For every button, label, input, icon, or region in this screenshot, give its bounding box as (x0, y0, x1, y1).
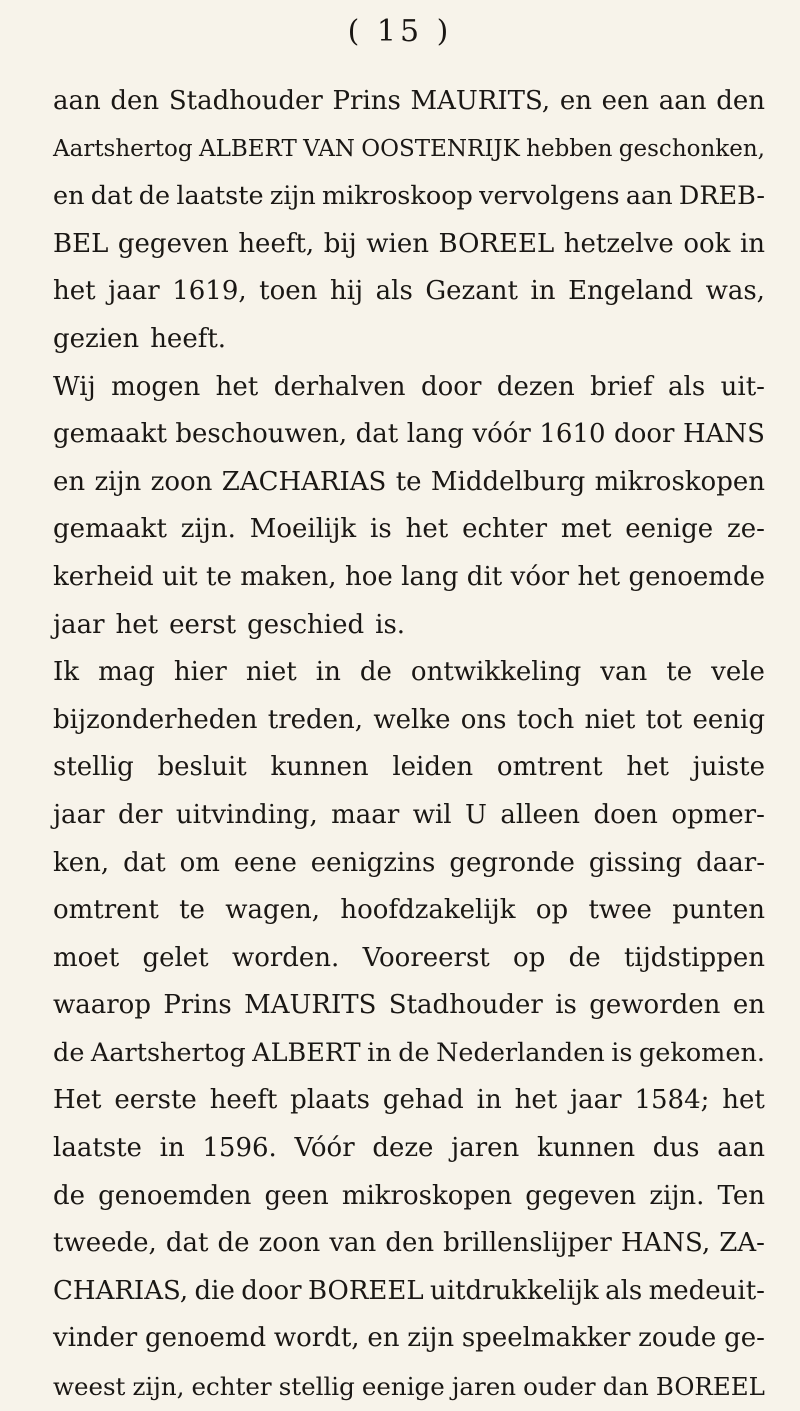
word: ook (683, 228, 731, 259)
word: te (179, 895, 205, 926)
word: waarop (53, 990, 151, 1021)
word: ons (460, 704, 507, 735)
word: de (398, 1037, 430, 1068)
word: te (395, 466, 422, 497)
word: zijn (269, 181, 316, 212)
word: te (206, 561, 232, 592)
word: is (611, 1037, 633, 1068)
text-line (53, 364, 765, 412)
word: geschonken, (618, 135, 765, 162)
text-line (53, 935, 765, 983)
word: 1619, (172, 276, 247, 307)
word: stellig (278, 1372, 355, 1402)
word: laatste (53, 1133, 142, 1164)
word: Vooreerst (362, 942, 490, 973)
word: mogen (111, 371, 201, 402)
word: als (375, 276, 413, 307)
text-line (53, 1315, 765, 1363)
text-line (53, 697, 765, 745)
word: Ik (53, 657, 80, 688)
word: op (535, 895, 569, 926)
word: om (179, 847, 220, 878)
word: zoon (150, 466, 213, 497)
word: MAURITS (244, 990, 377, 1021)
text-line (53, 554, 765, 602)
word: tweede, (53, 1228, 157, 1259)
word: als (605, 1275, 643, 1306)
text-line (53, 268, 765, 316)
text-line (53, 649, 765, 697)
word: Gezant (425, 276, 518, 307)
word: uitdrukkelijk (430, 1275, 599, 1306)
word: hier (173, 657, 227, 688)
word: zijn (94, 466, 142, 497)
word: maar (331, 799, 400, 830)
word: dezen (496, 371, 575, 402)
text-line (53, 1030, 765, 1078)
word: laatste (176, 181, 264, 212)
word: ontwikkeling (410, 657, 582, 688)
text-line (53, 1173, 765, 1221)
word: zijn. (180, 514, 236, 545)
word: gegeven (525, 1180, 637, 1211)
word: uit (162, 561, 198, 592)
word: in (367, 1037, 392, 1068)
word: het (626, 752, 669, 783)
word: Aartshertog (90, 1037, 246, 1068)
word: echter (191, 1372, 272, 1402)
word: OOSTENRIJK (361, 135, 520, 162)
word: het (115, 609, 159, 640)
word: besluit (157, 752, 247, 783)
word: Prins (332, 86, 401, 116)
word: het (514, 1085, 558, 1116)
text-line (53, 840, 765, 888)
word: DREB- (678, 181, 765, 212)
word: Nederlanden (436, 1037, 605, 1068)
word: ZACHARIAS (221, 466, 387, 497)
word: eenig (692, 704, 765, 735)
word: gelet (142, 942, 209, 973)
word: jaar (53, 609, 105, 640)
text-line (53, 1077, 765, 1125)
word: maken, (240, 561, 337, 592)
word: het (215, 371, 259, 402)
word: medeuit- (648, 1275, 765, 1306)
word: doen (593, 799, 658, 830)
word: welke (373, 704, 451, 735)
word: vóór (472, 419, 531, 450)
text-line (53, 982, 765, 1030)
text-line (53, 221, 765, 269)
word: twee (588, 895, 652, 926)
word: in (530, 276, 556, 307)
word: Prins (163, 990, 232, 1021)
word: tijdstippen (623, 942, 765, 973)
word: en (559, 86, 592, 116)
word: gemaakt (53, 514, 167, 545)
word: beschouwen, (175, 419, 348, 450)
word: gegeven (117, 228, 229, 259)
word: worden. (231, 942, 340, 973)
word: mikroskopen (594, 466, 765, 497)
word: uit- (720, 371, 765, 402)
word: hetzelve (563, 228, 674, 259)
word: jaar (570, 1085, 622, 1116)
word: alleen (500, 799, 581, 830)
word: punten (672, 895, 765, 926)
text-line (53, 1363, 765, 1411)
word: vele (711, 657, 765, 688)
word: en (53, 466, 86, 497)
word: aan (53, 86, 101, 116)
word: geworden (589, 990, 721, 1021)
word: is. (375, 609, 406, 640)
word: lang (406, 419, 464, 450)
word: toen (259, 276, 318, 307)
word: gissing (588, 847, 683, 878)
word: BOREEL (307, 1275, 424, 1306)
word: door (614, 419, 675, 450)
word: Engeland (568, 276, 694, 307)
word: tot (645, 704, 683, 735)
word: geen (264, 1180, 329, 1211)
word: BEL (53, 228, 109, 259)
word: juiste (692, 752, 765, 783)
word: den (716, 86, 765, 116)
word: dan (602, 1372, 649, 1402)
word: Stadhouder (388, 990, 543, 1021)
word: genoemde (628, 561, 765, 592)
word: der (117, 799, 163, 830)
text-line (53, 78, 765, 126)
word: Aartshertog (53, 135, 193, 162)
text-line (53, 506, 765, 554)
word: zijn. (649, 1180, 705, 1211)
word: brief (590, 371, 653, 402)
word: de (53, 1037, 85, 1068)
word: Moeilijk (249, 514, 357, 545)
word: lang (401, 561, 459, 592)
word: hij (329, 276, 364, 307)
word: mikroskopen (341, 1180, 513, 1211)
word: ze- (727, 514, 765, 545)
word: eenige (625, 514, 714, 545)
word: speelmakker (461, 1323, 631, 1354)
word: eerst (169, 609, 237, 640)
word: toch (516, 704, 575, 735)
word: is (370, 514, 392, 545)
text-line (53, 887, 765, 935)
word: het (53, 276, 96, 307)
word: jaren (451, 1372, 517, 1402)
word: zijn (407, 1323, 455, 1354)
text-line (53, 602, 765, 650)
word: bij (323, 228, 357, 259)
text-line (53, 411, 765, 459)
word: jaren (451, 1133, 520, 1164)
word: gekomen. (638, 1037, 765, 1068)
word: Wij (53, 371, 96, 402)
word: dat (355, 419, 399, 450)
word: ALBERT (252, 1037, 361, 1068)
word: vervolgens (479, 181, 620, 212)
word: heeft. (150, 323, 227, 354)
word: de (53, 1180, 86, 1211)
word: als (668, 371, 706, 402)
word: hoofdzakelijk (340, 895, 516, 926)
word: de (138, 181, 171, 212)
word: derhalven (273, 371, 406, 402)
word: en (53, 181, 85, 212)
word: de (359, 657, 392, 688)
word: jaar (108, 276, 160, 307)
word: MAURITS, (410, 86, 551, 116)
word: 1610 (539, 419, 606, 450)
word: Middelburg (430, 466, 586, 497)
word: 1584; (634, 1085, 710, 1116)
word: van (329, 1228, 377, 1259)
word: gehad (382, 1085, 464, 1116)
word: is (555, 990, 577, 1021)
text-line (53, 173, 765, 221)
word: de (217, 1228, 250, 1259)
word: 1596. (202, 1133, 277, 1164)
word: eenigzins (310, 847, 436, 878)
word: gezien (53, 323, 140, 354)
word: U (465, 799, 487, 830)
text-line (53, 1220, 765, 1268)
word: gemaakt (53, 419, 167, 450)
word: door (241, 1275, 302, 1306)
word: wien (366, 228, 429, 259)
word: opmer- (671, 799, 765, 830)
word: ken, (53, 847, 110, 878)
word: door (421, 371, 482, 402)
text-line (53, 316, 765, 364)
word: en (367, 1323, 400, 1354)
word: niet (245, 657, 297, 688)
word: vinder (53, 1323, 138, 1354)
word: eenige (361, 1372, 445, 1402)
word: eene (233, 847, 297, 878)
word: in (476, 1085, 502, 1116)
word: mikroskoop (321, 181, 473, 212)
word: van (600, 657, 648, 688)
word: hoe (344, 561, 393, 592)
word: brillenslijper (443, 1228, 612, 1259)
word: genoemden (98, 1180, 252, 1211)
word: HANS, (620, 1228, 711, 1259)
word: wordt, (273, 1323, 360, 1354)
text-line (53, 126, 765, 174)
word: omtrent (496, 752, 603, 783)
word: treden, (267, 704, 364, 735)
word: omtrent (53, 895, 159, 926)
word: dat (165, 1228, 209, 1259)
word: aan (717, 1133, 765, 1164)
word: zoon (258, 1228, 321, 1259)
text-line (53, 1125, 765, 1173)
word: dit (466, 561, 503, 592)
word: gegronde (449, 847, 575, 878)
word: in (159, 1133, 185, 1164)
word: te (666, 657, 693, 688)
word: geschied (247, 609, 365, 640)
word: zoude (638, 1323, 717, 1354)
word: moet (53, 942, 120, 973)
text-line (53, 744, 765, 792)
word: CHARIAS, (53, 1275, 189, 1306)
word: BOREEL (438, 228, 555, 259)
text-line (53, 1268, 765, 1316)
word: de (568, 942, 601, 973)
word: kerheid (53, 561, 154, 592)
word: weest (53, 1372, 126, 1402)
word: niet (584, 704, 636, 735)
word: kunnen (536, 1133, 636, 1164)
word: ALBERT (198, 135, 297, 162)
word: het (577, 561, 621, 592)
word: Ten (717, 1180, 765, 1211)
word: Vóór (294, 1133, 355, 1164)
word: dat (123, 847, 166, 878)
word: jaar (53, 799, 105, 830)
word: echter (462, 514, 548, 545)
word: bijzonderheden (53, 704, 258, 735)
word: stellig (53, 752, 134, 783)
word: den (385, 1228, 435, 1259)
word: aan (625, 181, 673, 212)
word: vóor (510, 561, 570, 592)
word: was, (705, 276, 765, 307)
word: Stadhouder (168, 86, 323, 116)
page-number: ( 15 ) (347, 14, 453, 49)
word: plaats (290, 1085, 370, 1116)
word: heeft, (238, 228, 315, 259)
word: het (405, 514, 449, 545)
word: op (513, 942, 546, 973)
word: ZA- (719, 1228, 765, 1259)
word: kunnen (270, 752, 369, 783)
word: Het (53, 1085, 102, 1116)
word: leiden (392, 752, 474, 783)
word: genoemd (144, 1323, 267, 1354)
word: en (732, 990, 765, 1021)
word: hebben (526, 135, 613, 162)
word: in (739, 228, 765, 259)
word: dus (652, 1133, 700, 1164)
word: ouder (523, 1372, 596, 1402)
word: mag (98, 657, 155, 688)
word: dat (90, 181, 133, 212)
word: een (601, 86, 650, 116)
word: wagen, (225, 895, 321, 926)
word: HANS (682, 419, 765, 450)
word: het (722, 1085, 765, 1116)
word: BOREEL (655, 1372, 765, 1402)
word: aan (658, 86, 707, 116)
word: deze (372, 1133, 434, 1164)
word: die (194, 1275, 235, 1306)
text-line (53, 792, 765, 840)
word: zijn, (132, 1372, 185, 1402)
word: met (560, 514, 612, 545)
word: eerste (114, 1085, 197, 1116)
word: daar- (696, 847, 765, 878)
word: VAN (303, 135, 355, 162)
word: uitvinding, (175, 799, 318, 830)
word: wil (412, 799, 452, 830)
body-text (53, 78, 765, 1411)
word: in (315, 657, 341, 688)
word: den (110, 86, 160, 116)
word: heeft (209, 1085, 278, 1116)
word: ge- (724, 1323, 765, 1354)
text-line (53, 459, 765, 507)
